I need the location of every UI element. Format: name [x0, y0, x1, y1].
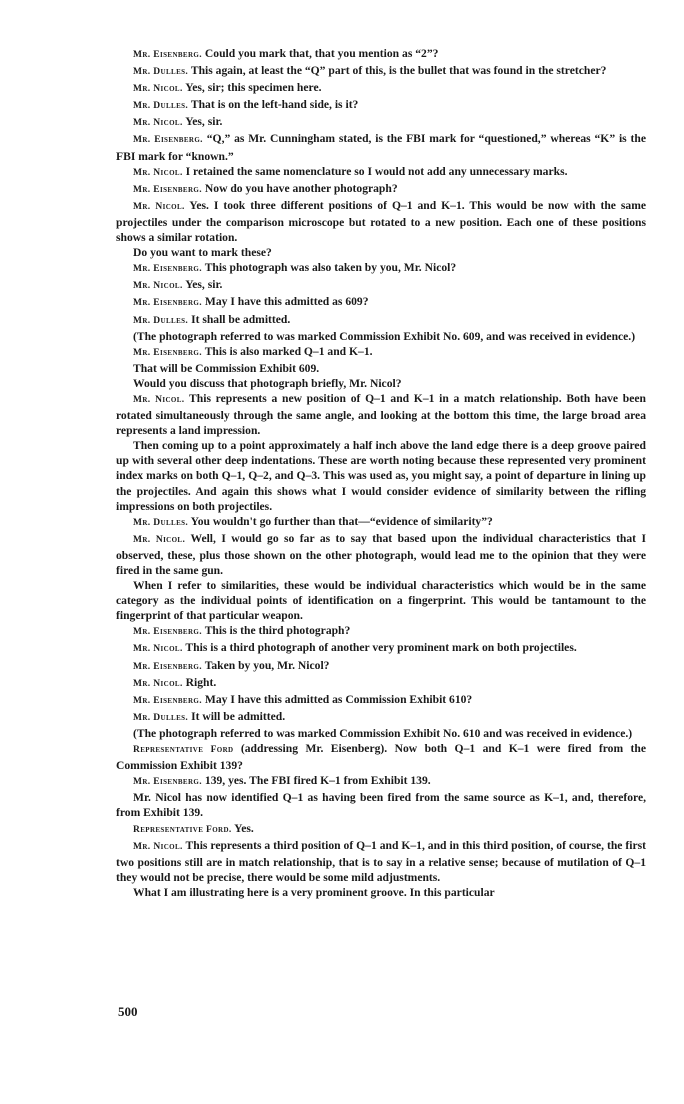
- paragraph-text: (The photograph referred to was marked Commission Exhibit No. 610 and was received in evidence.): [133, 726, 633, 740]
- transcript-paragraph: [116, 741, 646, 773]
- speaker-name: Mr. Nicol.: [133, 118, 183, 129]
- transcript-body: [116, 46, 646, 900]
- speaker-name: Mr. Eisenberg.: [133, 50, 202, 60]
- speaker-name: Mr. Nicol.: [133, 201, 185, 212]
- paragraph-text: “Q,” as Mr. Cunningham stated, is the FBI mark for “questioned,” whereas “K” is the FBI mark for “known.”: [116, 132, 646, 163]
- transcript-paragraph: [116, 114, 646, 131]
- transcript-paragraph: [116, 675, 646, 692]
- paragraph-text: When I refer to similarities, these would be individual characteristics which would be in the same category as the individual points of identification on a fingerprint. This would be tantamount to the fingerprint of that particular weapon.: [116, 579, 646, 623]
- paragraph-text: That is on the left-hand side, is it?: [190, 98, 359, 112]
- speaker-name: Mr. Dulles.: [133, 712, 189, 723]
- transcript-paragraph: [116, 391, 646, 438]
- transcript-paragraph: [116, 376, 646, 391]
- paragraph-text: Yes, sir.: [185, 278, 223, 292]
- transcript-paragraph: [116, 709, 646, 726]
- paragraph-text: This is the third photograph?: [204, 624, 351, 638]
- paragraph-text: (addressing Mr. Eisenberg). Now both Q–1 and K–1 were fired from the Commission Exhibit 139?: [116, 742, 646, 773]
- paragraph-text: May I have this admitted as Commission Exhibit 610?: [204, 692, 473, 706]
- transcript-paragraph: [116, 181, 646, 198]
- transcript-paragraph: [116, 198, 646, 245]
- transcript-paragraph: [116, 63, 646, 80]
- speaker-name: Mr. Eisenberg.: [133, 777, 202, 788]
- speaker-name: Mr. Nicol.: [133, 678, 183, 689]
- speaker-name: Mr. Nicol.: [133, 394, 185, 405]
- transcript-paragraph: [116, 838, 646, 885]
- transcript-paragraph: [116, 821, 646, 838]
- paragraph-text: This is a third photograph of another very prominent mark on both projectiles.: [185, 641, 577, 655]
- paragraph-text: This photograph was also taken by you, Mr. Nicol?: [204, 261, 457, 275]
- paragraph-text: Yes. I took three different positions of Q–1 and K–1. This would be now with the same projectiles under the comparison microscope but rotated to a new position. Each one of these positions shows a similar rotation.: [116, 198, 646, 245]
- speaker-name: Mr. Eisenberg.: [133, 135, 203, 146]
- transcript-paragraph: [116, 46, 646, 63]
- speaker-name: Mr. Nicol.: [133, 84, 183, 95]
- paragraph-text: This represents a new position of Q–1 and K–1 in a match relationship. Both have been rotated simultaneously through the same angle, and looking at the bottom this time, the large broad area represents a land impression.: [116, 391, 646, 438]
- paragraph-text: 139, yes. The FBI fired K–1 from Exhibit 139.: [204, 774, 431, 788]
- paragraph-text: May I have this admitted as 609?: [204, 295, 369, 309]
- speaker-name: Representative Ford: [133, 745, 234, 756]
- speaker-name: Mr. Eisenberg.: [133, 184, 202, 195]
- transcript-paragraph: [116, 80, 646, 97]
- speaker-name: Mr. Eisenberg.: [133, 264, 202, 275]
- speaker-name: Mr. Nicol.: [133, 841, 183, 852]
- transcript-paragraph: [116, 277, 646, 294]
- speaker-name: Mr. Dulles.: [133, 101, 189, 112]
- transcript-paragraph: [116, 531, 646, 578]
- paragraph-text: Now do you have another photograph?: [204, 181, 398, 195]
- transcript-paragraph: [116, 361, 646, 376]
- transcript-paragraph: [116, 514, 646, 531]
- paragraph-text: Yes, sir; this specimen here.: [185, 81, 322, 95]
- paragraph-text: This again, at least the “Q” part of this, is the bullet that was found in the stretcher?: [190, 64, 607, 78]
- transcript-paragraph: [116, 692, 646, 709]
- transcript-paragraph: [116, 164, 646, 181]
- paragraph-text: That will be Commission Exhibit 609.: [133, 361, 320, 375]
- speaker-name: Representative Ford.: [133, 824, 232, 835]
- transcript-paragraph: [116, 438, 646, 513]
- paragraph-text: It will be admitted.: [191, 709, 286, 723]
- speaker-name: Mr. Dulles.: [133, 67, 189, 78]
- transcript-paragraph: [116, 131, 646, 163]
- speaker-name: Mr. Dulles.: [133, 315, 189, 326]
- transcript-paragraph: [116, 885, 646, 900]
- speaker-name: Mr. Nicol.: [133, 644, 183, 655]
- paragraph-text: Mr. Nicol has now identified Q–1 as having been fired from the same source as K–1, and, therefore, from Exhibit 139.: [116, 791, 646, 820]
- page-number: 500: [118, 1004, 138, 1019]
- transcript-paragraph: [116, 578, 646, 623]
- paragraph-text: Right.: [185, 675, 217, 689]
- transcript-paragraph: [116, 97, 646, 114]
- paragraph-text: This is also marked Q–1 and K–1.: [204, 344, 373, 358]
- paragraph-text: This represents a third position of Q–1 and K–1, and in this third position, of course, the first two positions still are in match relationship, that is to say in a relative sense; because of mutilation of Q–1 they would not be precise, there would be some mild adjustments.: [116, 838, 646, 884]
- speaker-name: Mr. Nicol.: [133, 167, 183, 178]
- paragraph-text: (The photograph referred to was marked Commission Exhibit No. 609, and was received in evidence.): [133, 329, 636, 343]
- speaker-name: Mr. Eisenberg.: [133, 627, 202, 638]
- speaker-name: Mr. Nicol.: [133, 534, 186, 545]
- speaker-name: Mr. Eisenberg.: [133, 347, 202, 358]
- paragraph-text: Then coming up to a point approximately a half inch above the land edge there is a deep groove paired up with several other deep indentations. These are worth noting because these represented very prominent index marks on both Q–1, Q–2, and Q–3. This was used as, you might say, a point of departure in lining up the projectiles. And again this shows what I would consider evidence of similarity between the rifling impressions on both projectiles.: [116, 439, 646, 513]
- paragraph-text: What I am illustrating here is a very prominent groove. In this particular: [133, 885, 495, 899]
- transcript-paragraph: [116, 312, 646, 329]
- transcript-paragraph: [116, 329, 646, 344]
- transcript-paragraph: [116, 640, 646, 657]
- transcript-paragraph: [116, 260, 646, 277]
- paragraph-text: I retained the same nomenclature so I would not add any unnecessary marks.: [185, 164, 568, 178]
- speaker-name: Mr. Eisenberg.: [133, 695, 202, 706]
- paragraph-text: Would you discuss that photograph briefly, Mr. Nicol?: [133, 376, 402, 390]
- speaker-name: Mr. Eisenberg.: [133, 298, 202, 309]
- paragraph-text: Could you mark that, that you mention as “2”?: [204, 47, 439, 60]
- paragraph-text: Yes.: [234, 821, 254, 835]
- paragraph-text: It shall be admitted.: [191, 312, 291, 326]
- speaker-name: Mr. Dulles.: [133, 517, 189, 528]
- paragraph-text: Yes, sir.: [185, 115, 223, 129]
- paragraph-text: You wouldn't go further than that—“evidence of similarity”?: [190, 514, 493, 528]
- transcript-paragraph: [116, 294, 646, 311]
- transcript-paragraph: [116, 726, 646, 741]
- transcript-paragraph: [116, 658, 646, 675]
- paragraph-text: Well, I would go so far as to say that based upon the individual characteristics that I observed, these, plus those shown on the other photograph, would lead me to the opinion that they were fired in the same gun.: [116, 531, 646, 577]
- transcript-paragraph: [116, 623, 646, 640]
- transcript-paragraph: [116, 344, 646, 361]
- paragraph-text: Do you want to mark these?: [133, 246, 272, 260]
- transcript-paragraph: [116, 790, 646, 820]
- speaker-name: Mr. Eisenberg.: [133, 661, 202, 672]
- transcript-paragraph: [116, 773, 646, 790]
- transcript-paragraph: [116, 245, 646, 260]
- paragraph-text: Taken by you, Mr. Nicol?: [204, 658, 330, 672]
- speaker-name: Mr. Nicol.: [133, 281, 183, 292]
